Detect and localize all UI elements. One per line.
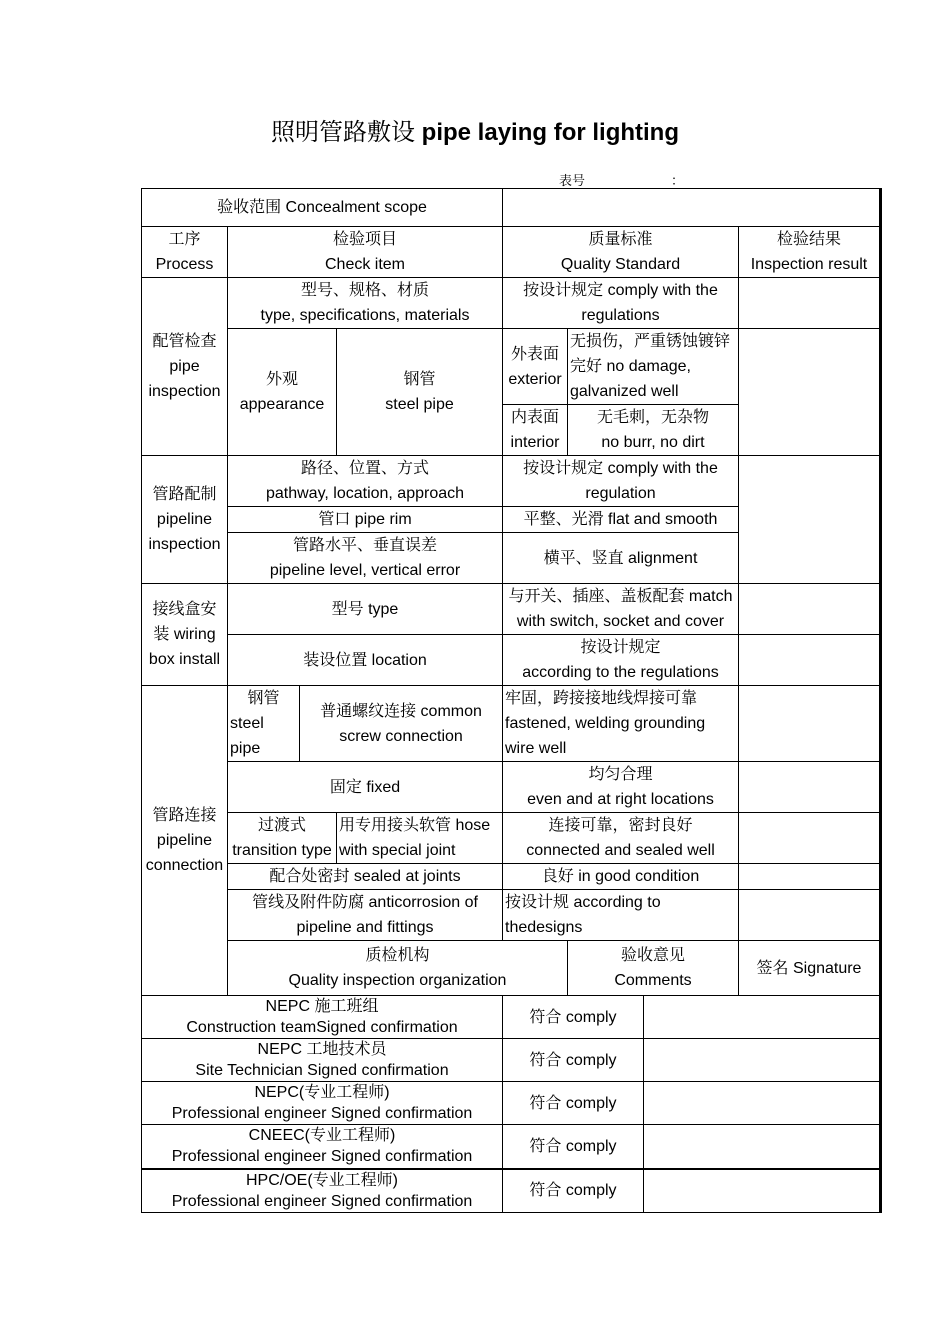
check-item-pipe-rim: 管口 pipe rim <box>228 507 503 533</box>
signature-cell[interactable] <box>644 1125 881 1169</box>
standard-pathway: 按设计规定 comply with the regulation <box>503 456 739 507</box>
check-item-anticorrosion: 管线及附件防腐 anticorrosion of pipeline and fittings <box>228 890 503 941</box>
process-header: 工序 Process <box>142 227 228 278</box>
signature-row <box>142 1039 881 1082</box>
org-construction-team: NEPC 施工班组 Construction teamSigned confirmation <box>142 996 503 1039</box>
standard-sealed: 良好 in good condition <box>503 864 739 890</box>
result-cell[interactable] <box>739 864 881 890</box>
result-cell[interactable] <box>739 584 881 635</box>
process-pipe-inspection: 配管检查 pipe inspection <box>142 278 228 456</box>
standard-anticorrosion: 按设计规 according to thedesigns <box>503 890 739 941</box>
interior-label: 内表面 interior <box>503 405 568 456</box>
check-item-type: 型号、规格、材质 type, specifications, materials <box>228 278 503 329</box>
result-cell[interactable] <box>739 278 881 329</box>
table-row <box>142 584 881 635</box>
result-cell[interactable] <box>739 890 881 941</box>
table-row <box>142 456 881 507</box>
org-header: 质检机构 Quality inspection organization <box>228 941 568 996</box>
table-row <box>142 686 881 762</box>
standard-type: 按设计规定 comply with the regulations <box>503 278 739 329</box>
process-wiring-box: 接线盒安 装 wiring box install <box>142 584 228 686</box>
header-row <box>142 227 881 278</box>
exterior-label: 外表面 exterior <box>503 329 568 405</box>
check-item-pathway: 路径、位置、方式 pathway, location, approach <box>228 456 503 507</box>
signature-cell[interactable] <box>644 1039 881 1082</box>
scope-value[interactable] <box>503 189 881 227</box>
scope-label: 验收范围 Concealment scope <box>142 189 503 227</box>
signature-row <box>142 996 881 1039</box>
form-number-colon: ： <box>671 174 685 189</box>
check-item-hose: 用专用接头软管 hose with special joint <box>337 813 503 864</box>
result-cell[interactable] <box>739 686 881 762</box>
check-item-sealed: 配合处密封 sealed at joints <box>228 864 503 890</box>
signature-row <box>142 1169 881 1213</box>
standard-hose: 连接可靠，密封良好 connected and sealed well <box>503 813 739 864</box>
standard-fixed: 均匀合理 even and at right locations <box>503 762 739 813</box>
check-item-steel: 钢管 steel pipe <box>228 686 300 762</box>
form-number-label: 表号 <box>559 174 586 189</box>
result-cell[interactable] <box>739 813 881 864</box>
signature-cell[interactable] <box>644 1082 881 1125</box>
standard-header: 质量标准 Quality Standard <box>503 227 739 278</box>
table-row <box>142 813 881 864</box>
result-cell[interactable] <box>739 762 881 813</box>
signature-cell[interactable] <box>644 996 881 1039</box>
form-number <box>559 170 685 189</box>
signature-header-row <box>142 941 881 996</box>
table-row <box>142 762 881 813</box>
title-cn: 照明管路敷设 <box>271 118 415 146</box>
check-item-box-type: 型号 type <box>228 584 503 635</box>
result-header: 检验结果 Inspection result <box>739 227 881 278</box>
process-pipeline-connection: 管路连接 pipeline connection <box>142 686 228 996</box>
inspection-form <box>141 188 880 1213</box>
signature-header: 签名 Signature <box>739 941 881 996</box>
org-site-technician: NEPC 工地技术员 Site Technician Signed confirmation <box>142 1039 503 1082</box>
process-pipeline-inspection: 管路配制 pipeline inspection <box>142 456 228 584</box>
org-nepc-engineer: NEPC(专业工程师) Professional engineer Signed confirmation <box>142 1082 503 1125</box>
table-row <box>142 278 881 329</box>
comment-cell: 符合 comply <box>503 1125 644 1169</box>
check-item-header: 检验项目 Check item <box>228 227 503 278</box>
check-item-appearance: 外观 appearance <box>228 329 337 456</box>
table-row <box>142 635 881 686</box>
interior-standard: 无毛刺，无杂物 no burr, no dirt <box>568 405 739 456</box>
table-row <box>142 864 881 890</box>
result-cell[interactable] <box>739 329 881 456</box>
table-row <box>142 890 881 941</box>
result-cell[interactable] <box>739 456 881 584</box>
comment-cell: 符合 comply <box>503 1082 644 1125</box>
check-item-screw: 普通螺纹连接 common screw connection <box>300 686 503 762</box>
standard-pipe-rim: 平整、光滑 flat and smooth <box>503 507 739 533</box>
comments-header: 验收意见 Comments <box>568 941 739 996</box>
inspection-table <box>141 188 882 1213</box>
table-row <box>142 329 881 405</box>
signature-row <box>142 1082 881 1125</box>
title-en: pipe laying for lighting <box>421 119 679 146</box>
scope-row <box>142 189 881 227</box>
check-item-location: 装设位置 location <box>228 635 503 686</box>
org-hpc-engineer: HPC/OE(专业工程师) Professional engineer Signed confirmation <box>142 1169 503 1213</box>
exterior-standard: 无损伤，严重锈蚀镀锌 完好 no damage, galvanized well <box>568 329 739 405</box>
check-item-level: 管路水平、垂直误差 pipeline level, vertical error <box>228 533 503 584</box>
result-cell[interactable] <box>739 635 881 686</box>
signature-cell[interactable] <box>644 1169 881 1213</box>
page-title <box>0 114 950 151</box>
comment-cell: 符合 comply <box>503 1169 644 1213</box>
org-cneec-engineer: CNEEC(专业工程师) Professional engineer Signed confirmation <box>142 1125 503 1169</box>
comment-cell: 符合 comply <box>503 996 644 1039</box>
standard-screw: 牢固，跨接接地线焊接可靠 fastened, welding grounding wire well <box>503 686 739 762</box>
signature-row <box>142 1125 881 1169</box>
comment-cell: 符合 comply <box>503 1039 644 1082</box>
standard-box-type: 与开关、插座、盖板配套 match with switch, socket and cover <box>503 584 739 635</box>
check-item-fixed: 固定 fixed <box>228 762 503 813</box>
check-item-transition: 过渡式 transition type <box>228 813 337 864</box>
standard-alignment: 横平、竖直 alignment <box>503 533 739 584</box>
standard-location: 按设计规定 according to the regulations <box>503 635 739 686</box>
check-item-steel-pipe: 钢管 steel pipe <box>337 329 503 456</box>
